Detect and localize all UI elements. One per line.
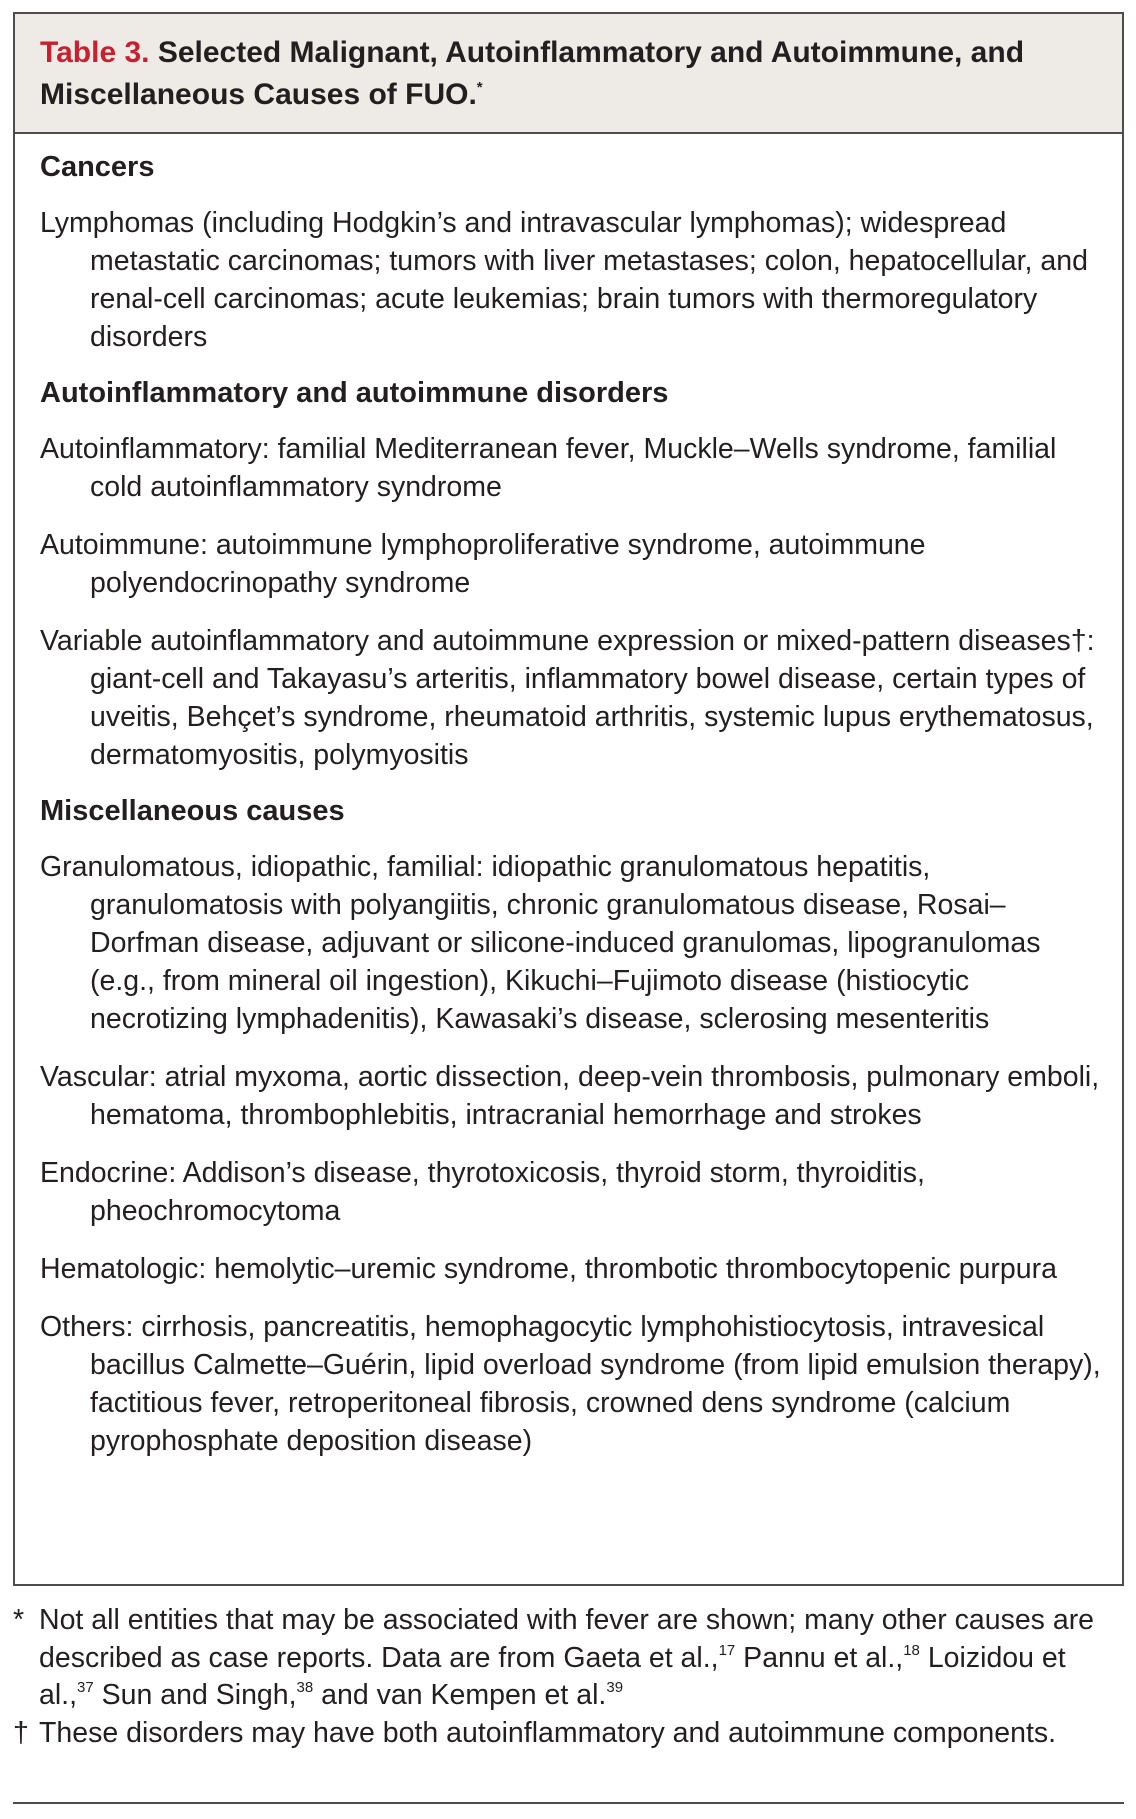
table-frame	[13, 12, 1124, 1586]
title-footnote-mark: *	[476, 79, 483, 96]
footnote-star-text-c: Loizidou et al.,	[39, 1641, 1066, 1711]
reference-39: 39	[606, 1679, 624, 1696]
reference-18: 18	[903, 1641, 920, 1659]
entry-endocrine: Endocrine: Addison’s disease, thyrotoxicosis, thyroid storm, thyroiditis, pheochromocytoma	[40, 1157, 925, 1227]
entry-hematologic: Hematologic: hemolytic–uremic syndrome, thrombotic thrombocytopenic purpura	[40, 1253, 1057, 1285]
bottom-rule	[13, 1802, 1124, 1804]
footnotes	[13, 1602, 1113, 1752]
section-heading-cancers: Cancers	[40, 151, 155, 183]
entry-granulomatous: Granulomatous, idiopathic, familial: idiopathic granulomatous hepatitis, granulomatosis with polyangiitis, chronic granulomatous disease, Rosai–Dorfman disease, adjuvant or silicone-induced granulomas, lipogranulomas (e.g., from mineral oil ingestion), Kikuchi–Fujimoto disease (histiocytic necrotizing lymphadenitis), Kawasaki’s disease, sclerosing mesenteritis	[40, 851, 1041, 1035]
footnote-dagger-mark: †	[13, 1716, 29, 1749]
dagger-mark: †	[1070, 625, 1087, 657]
reference-17: 17	[718, 1641, 736, 1659]
footnote-star-text-a: Not all entities that may be associated with fever are shown; many other causes are described as case reports. Data are from Gaeta et al.,	[39, 1604, 1095, 1674]
footnote-dagger-text: These disorders may have both autoinflammatory and autoimmune components.	[39, 1716, 1057, 1749]
footnote-dagger	[13, 1715, 1113, 1753]
section-heading-miscellaneous: Miscellaneous causes	[40, 795, 345, 827]
footnote-star-text-d: Sun and Singh,	[93, 1679, 297, 1711]
table-title-text: Selected Malignant, Autoinflammatory and Autoimmune, and Miscellaneous Causes of FUO.	[40, 36, 1025, 111]
entry-variable-mixed-pattern	[40, 622, 1112, 774]
entry-cancers: Lymphomas (including Hodgkin’s and intravascular lymphomas); widespread metastatic carcinomas; tumors with liver metastases; colon, hepatocellular, and renal-cell carcinomas; acute leukemias; brain tumors with thermoregulatory disorders	[40, 207, 1088, 353]
footnote-star-text-e: and van Kempen et al.	[313, 1679, 607, 1711]
entry-variable-rest: : giant-cell and Takayasu’s arteritis, inflammatory bowel disease, certain types of uveitis, Behçet’s syndrome, rheumatoid arthritis, systemic lupus erythematosus, dermatomyositis, polymyositis	[90, 625, 1095, 771]
footnote-star-text-b: Pannu et al.,	[735, 1641, 904, 1674]
entry-others: Others: cirrhosis, pancreatitis, hemophagocytic lymphohistiocytosis, intravesical bacillus Calmette–Guérin, lipid overload syndrome (from lipid emulsion therapy), factitious fever, retroperitoneal fibrosis, crowned dens syndrome (calcium pyrophosphate deposition disease)	[40, 1311, 1101, 1457]
reference-38: 38	[296, 1679, 314, 1696]
entry-variable-lead: Variable autoinflammatory and autoimmune expression or mixed-pattern diseases	[40, 625, 1071, 657]
table-title-bar	[15, 14, 1122, 134]
entry-vascular: Vascular: atrial myxoma, aortic dissection, deep-vein thrombosis, pulmonary emboli, hematoma, thrombophlebitis, intracranial hemorrhage and strokes	[40, 1061, 1100, 1131]
footnote-star	[13, 1602, 1113, 1715]
section-heading-autoinflammatory-autoimmune: Autoinflammatory and autoimmune disorders	[40, 377, 669, 409]
footnote-star-mark: *	[13, 1604, 25, 1636]
table-title	[40, 32, 1040, 116]
entry-autoinflammatory: Autoinflammatory: familial Mediterranean fever, Muckle–Wells syndrome, familial cold autoinflammatory syndrome	[40, 433, 1057, 503]
table-body	[40, 148, 1112, 1480]
entry-autoimmune: Autoimmune: autoimmune lymphoproliferative syndrome, autoimmune polyendocrinopathy syndrome	[40, 529, 926, 599]
reference-37: 37	[77, 1679, 94, 1696]
table-number: Table 3.	[40, 36, 150, 69]
